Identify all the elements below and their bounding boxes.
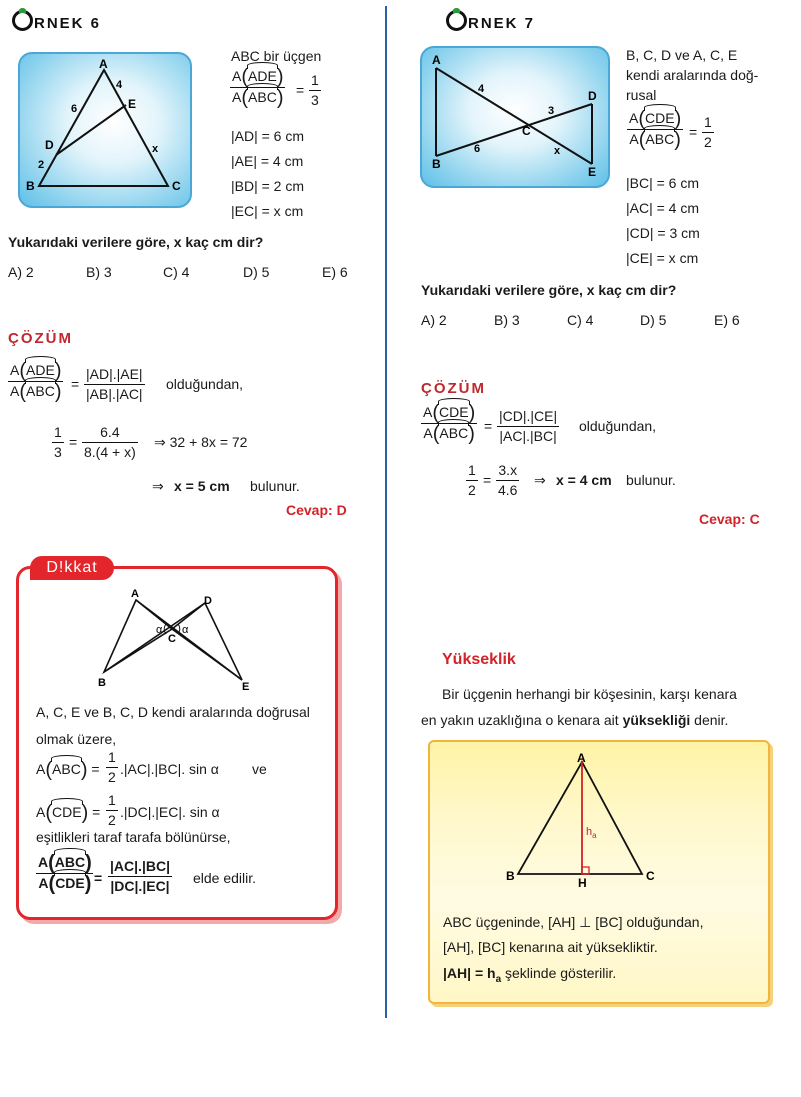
ornek7-label-e: E <box>588 165 597 179</box>
ornek7-given-text-2: kendi aralarında doğ- <box>626 67 759 83</box>
ornek6-label-a: A <box>99 57 108 71</box>
ornek7-figure-panel <box>420 46 610 188</box>
dikkat-line1: A, C, E ve B, C, D kendi aralarında doğrusal <box>36 704 310 720</box>
ornek6-option-b: B) 3 <box>86 264 112 280</box>
ornek6-label-b: B <box>26 179 35 193</box>
dikkat-alpha-right: α <box>182 624 189 636</box>
ornek7-bowtie-figure <box>422 48 608 186</box>
dikkat-bowtie-figure <box>90 586 270 694</box>
ornek7-len-ac: 4 <box>478 83 485 95</box>
ornek6-heading: RNEK 6 <box>12 10 101 32</box>
ornek6-solution-title: ÇÖZÜM <box>8 330 73 347</box>
ornek7-option-e: E) 6 <box>714 312 740 328</box>
ornek7-option-d: D) 5 <box>640 312 667 328</box>
ornek6-label-c: C <box>172 179 181 193</box>
ornek6-option-e: E) 6 <box>322 264 348 280</box>
dikkat-label-e: E <box>242 681 250 693</box>
ornek6-figure-panel <box>18 52 192 208</box>
dikkat-label-c: C <box>168 633 176 645</box>
ornek7-given-cd: |CD| = 3 cm <box>626 225 700 241</box>
ornek6-option-c: C) 4 <box>163 264 190 280</box>
yukseklik-label-h: H <box>578 876 587 888</box>
yukseklik-title: Yükseklik <box>442 651 516 668</box>
ornek6-label-d: D <box>45 138 54 152</box>
column-divider <box>385 6 387 1018</box>
ornek-o-logo-icon <box>446 10 467 31</box>
ornek6-given-ae: |AE| = 4 cm <box>231 153 304 169</box>
ornek7-option-a: A) 2 <box>421 312 447 328</box>
ornek7-solution-title: ÇÖZÜM <box>421 380 486 397</box>
yukseklik-box-line2: [AH], [BC] kenarına ait yüksekliktir. <box>443 939 658 955</box>
ornek7-len-bc: 6 <box>474 143 481 155</box>
yukseklik-box-line1: ABC üçgeninde, [AH] ⊥ [BC] olduğundan, <box>443 914 704 930</box>
ornek6-given-triangle: ABC bir üçgen <box>231 48 322 64</box>
yukseklik-label-ha: $h_a$ <box>586 826 597 840</box>
ornek7-given-bc: |BC| = 6 cm <box>626 175 700 191</box>
ornek6-len-ec: x <box>152 143 159 155</box>
ornek7-given-text-1: B, C, D ve A, C, E <box>626 47 738 63</box>
ornek6-option-a: A) 2 <box>8 264 34 280</box>
ornek6-len-ad: 6 <box>71 103 78 115</box>
yukseklik-para1: Bir üçgenin herhangi bir köşesinin, karşı kenara <box>442 686 737 702</box>
ornek6-label-e: E <box>128 97 137 111</box>
ornek7-option-b: B) 3 <box>494 312 520 328</box>
ornek6-given-ec: |EC| = x cm <box>231 203 304 219</box>
yukseklik-label-a: A <box>577 751 586 765</box>
ornek7-len-cd: 3 <box>548 105 555 117</box>
ornek7-given-text-3: rusal <box>626 87 657 103</box>
ornek7-given-ac: |AC| = 4 cm <box>626 200 700 216</box>
ornek7-len-ce: x <box>554 145 561 157</box>
ornek-o-logo-icon <box>12 10 33 31</box>
ornek7-label-c: C <box>522 124 531 138</box>
ornek7-given-ce: |CE| = x cm <box>626 250 699 266</box>
ornek6-solution-arrow: ⇒ <box>152 478 164 494</box>
ornek6-solution-result: x = 5 cm <box>174 478 230 494</box>
ornek6-question: Yukarıdaki verilere göre, x kaç cm dir? <box>8 234 264 250</box>
ornek7-option-c: C) 4 <box>567 312 594 328</box>
yukseklik-box-line3: $|AH| = h_a$ şeklinde gösterilir. <box>443 965 617 985</box>
ornek6-option-d: D) 5 <box>243 264 270 280</box>
dikkat-label-b: B <box>98 677 106 689</box>
ornek7-question: Yukarıdaki verilere göre, x kaç cm dir? <box>421 282 677 298</box>
dikkat-tag: D!kkat <box>30 556 114 580</box>
ornek7-heading: RNEK 7 <box>446 10 535 32</box>
dikkat-label-a: A <box>131 588 139 600</box>
ornek7-label-d: D <box>588 89 597 103</box>
ornek6-len-ae: 4 <box>116 79 123 91</box>
yukseklik-para2: en yakın uzaklığına o kenara ait yüksekliği denir. <box>421 712 729 728</box>
ornek6-triangle-figure <box>20 54 190 206</box>
yukseklik-label-c: C <box>646 869 655 883</box>
ornek6-answer: Cevap: D <box>286 502 347 518</box>
ornek6-given-ad: |AD| = 6 cm <box>231 128 305 144</box>
yukseklik-label-b: B <box>506 869 515 883</box>
dikkat-line2: olmak üzere, <box>36 731 117 747</box>
dikkat-alpha-left: α <box>156 624 163 636</box>
yukseklik-triangle-figure <box>500 750 670 888</box>
ornek7-answer: Cevap: C <box>699 511 760 527</box>
ornek7-label-b: B <box>432 157 441 171</box>
dikkat-line3: eşitlikleri taraf tarafa bölünürse, <box>36 829 231 845</box>
dikkat-label-d: D <box>204 595 212 607</box>
ornek7-label-a: A <box>432 53 441 67</box>
ornek6-solution-tail: bulunur. <box>250 478 300 494</box>
ornek6-given-bd: |BD| = 2 cm <box>231 178 305 194</box>
ornek6-len-bd: 2 <box>38 159 45 171</box>
